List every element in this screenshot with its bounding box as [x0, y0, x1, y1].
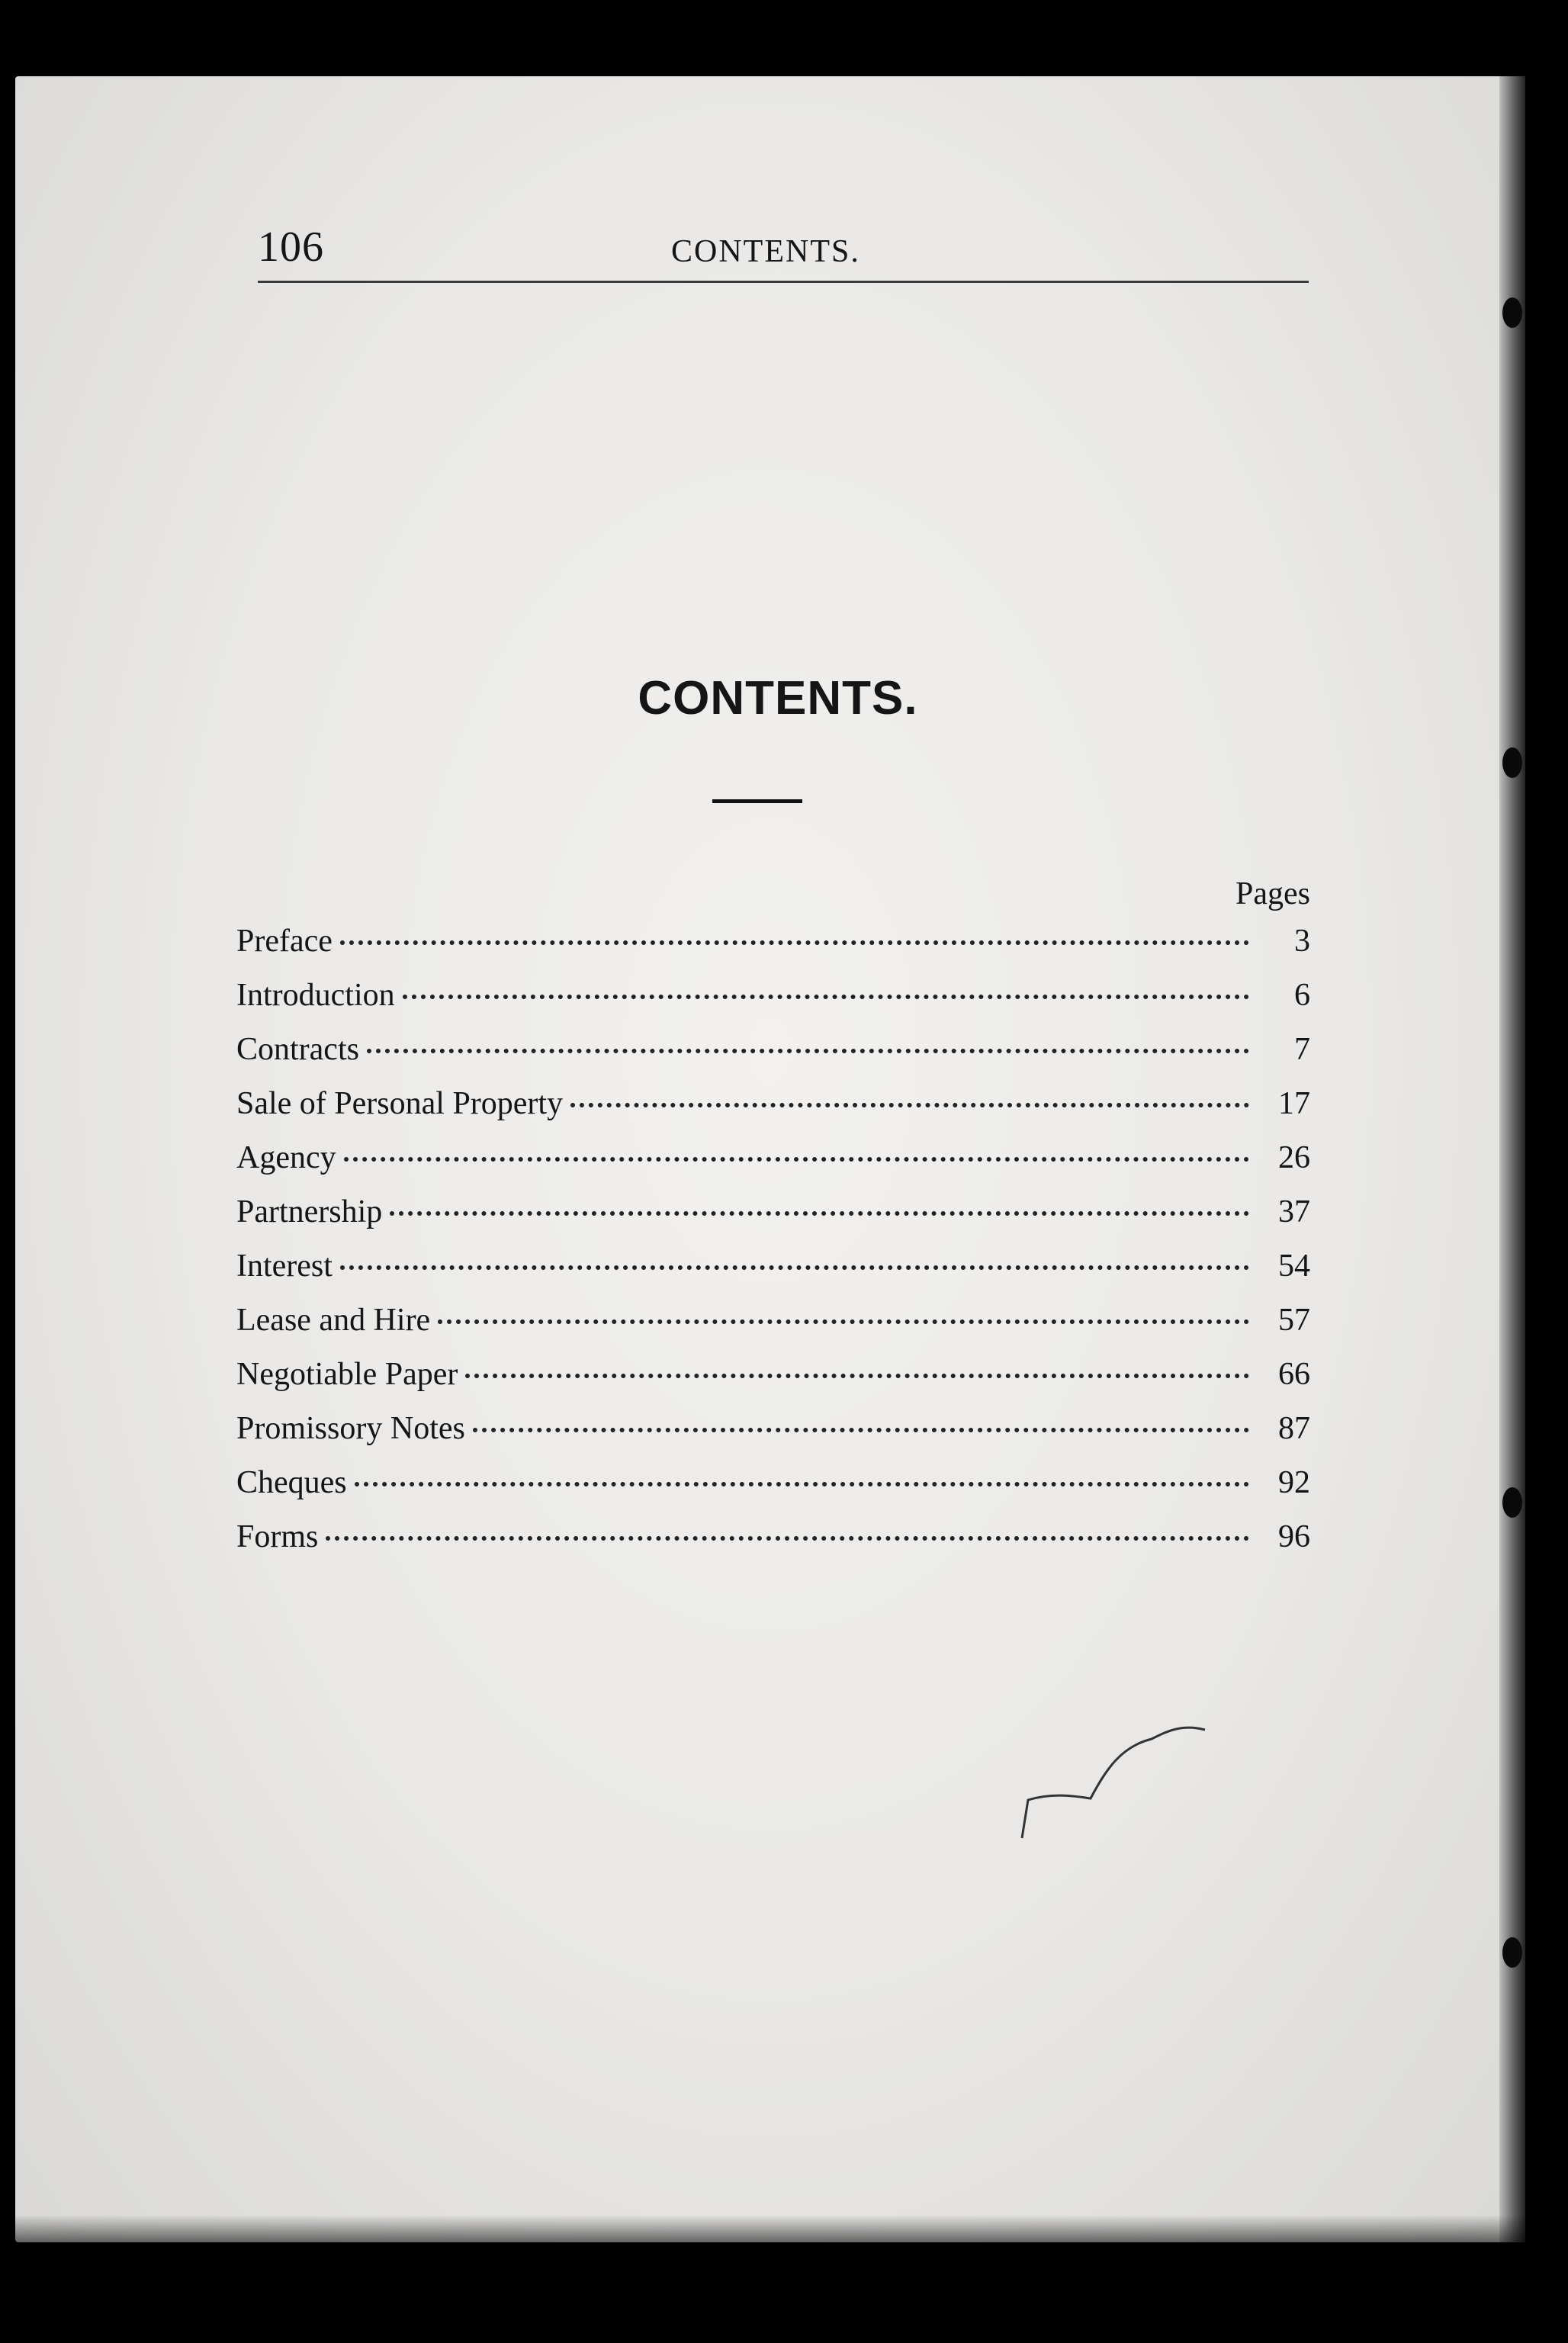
toc-entry-page: 96 — [1278, 1519, 1310, 1554]
binding-edge — [1499, 76, 1525, 2242]
toc-entry — [236, 1139, 1310, 1194]
title-dash-divider — [712, 799, 802, 803]
dot-leader — [438, 1319, 1249, 1324]
toc-entry-label: Lease and Hire — [236, 1303, 431, 1338]
toc-entry-label: Agency — [236, 1140, 336, 1175]
binding-hole-mark — [1502, 297, 1522, 328]
toc-entry — [236, 1410, 1310, 1464]
toc-entry-label: Negotiable Paper — [236, 1357, 458, 1392]
toc-entry — [236, 1302, 1310, 1356]
page-number: 106 — [258, 223, 324, 271]
toc-entry — [236, 1519, 1310, 1573]
dot-leader — [340, 940, 1249, 945]
dot-leader — [465, 1374, 1249, 1378]
pencil-squiggle-mark — [1007, 1708, 1235, 1861]
toc-entry — [236, 923, 1310, 977]
toc-entry-label: Introduction — [236, 978, 395, 1013]
toc-entry-page: 17 — [1278, 1086, 1310, 1121]
dot-leader — [340, 1265, 1249, 1270]
toc-entry-label: Cheques — [236, 1465, 347, 1500]
dot-leader — [390, 1211, 1249, 1216]
toc-entry-label: Interest — [236, 1249, 333, 1284]
dot-leader — [326, 1536, 1249, 1541]
table-of-contents — [236, 923, 1310, 1573]
toc-entry — [236, 1356, 1310, 1410]
page-bottom-shadow — [15, 2215, 1525, 2242]
running-header-title: CONTENTS. — [671, 234, 860, 269]
toc-entry — [236, 1464, 1310, 1519]
dot-leader — [403, 995, 1249, 999]
toc-entry-label: Preface — [236, 924, 333, 959]
toc-entry — [236, 1085, 1310, 1139]
toc-entry-page: 6 — [1294, 978, 1310, 1013]
toc-entry-label: Contracts — [236, 1032, 359, 1067]
toc-entry-label: Sale of Personal Property — [236, 1086, 564, 1121]
dot-leader — [367, 1049, 1249, 1053]
toc-entry-page: 57 — [1278, 1303, 1310, 1338]
toc-entry-label: Partnership — [236, 1194, 383, 1229]
header-rule — [258, 281, 1309, 283]
toc-entry — [236, 977, 1310, 1031]
toc-entry-page: 92 — [1278, 1465, 1310, 1500]
toc-entry — [236, 1248, 1310, 1302]
dot-leader — [344, 1157, 1249, 1162]
pages-column-label: Pages — [1235, 876, 1310, 911]
dot-leader — [570, 1103, 1249, 1107]
toc-entry-page: 3 — [1294, 924, 1310, 959]
document-page — [15, 76, 1525, 2242]
dot-leader — [473, 1428, 1249, 1432]
binding-hole-mark — [1502, 1937, 1522, 1968]
toc-entry — [236, 1194, 1310, 1248]
toc-entry — [236, 1031, 1310, 1085]
toc-entry-label: Forms — [236, 1519, 319, 1554]
toc-entry-page: 87 — [1278, 1411, 1310, 1446]
binding-hole-mark — [1502, 1487, 1522, 1518]
toc-entry-page: 7 — [1294, 1032, 1310, 1067]
binding-hole-mark — [1502, 747, 1522, 778]
toc-entry-page: 66 — [1278, 1357, 1310, 1392]
toc-entry-page: 26 — [1278, 1140, 1310, 1175]
toc-entry-page: 54 — [1278, 1249, 1310, 1284]
toc-entry-label: Promissory Notes — [236, 1411, 465, 1446]
contents-title: CONTENTS. — [638, 672, 918, 725]
dot-leader — [355, 1482, 1249, 1486]
toc-entry-page: 37 — [1278, 1194, 1310, 1229]
